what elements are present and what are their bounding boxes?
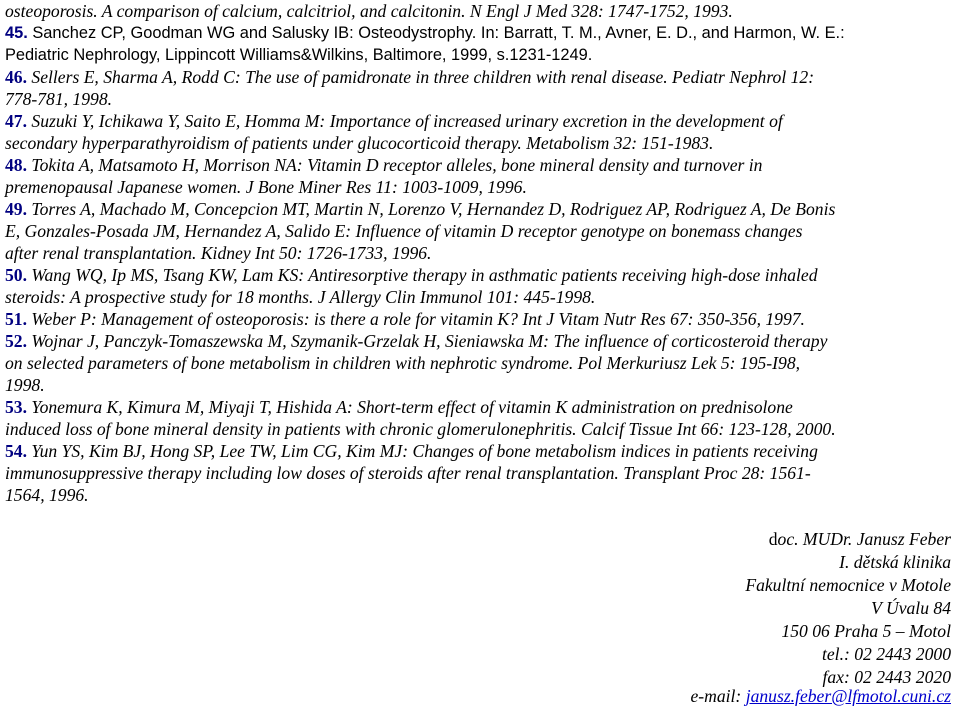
- author-city: 150 06 Praha 5 – Motol: [781, 621, 951, 641]
- author-name: doc. MUDr. Janusz Feber: [768, 529, 951, 549]
- reference-51-line-1: 51. Weber P: Management of osteoporosis: is there a role for vitamin K? Int J Vitam Nutr Res 67: 350-356, 1997.: [5, 309, 805, 329]
- reference-number: 51.: [5, 309, 27, 329]
- reference-52-line-1: 52. Wojnar J, Panczyk-Tomaszewska M, Szymanik-Grzelak H, Sieniawska M: The influence of corticosteroid therapy: [5, 331, 828, 351]
- reference-46-line-1: 46. Sellers E, Sharma A, Rodd C: The use of pamidronate in three children with renal disease. Pediatr Nephrol 12:: [5, 67, 815, 87]
- reference-number: 47.: [5, 111, 27, 131]
- reference-number: 52.: [5, 331, 27, 351]
- reference-54-line-3: 1564, 1996.: [5, 485, 89, 505]
- reference-number: 49.: [5, 199, 27, 219]
- author-hospital: Fakultní nemocnice v Motole: [745, 575, 951, 595]
- reference-number: 54.: [5, 441, 27, 461]
- reference-number: 46.: [5, 67, 27, 87]
- author-email: e-mail: janusz.feber@lfmotol.cuni.cz: [690, 686, 951, 706]
- author-clinic: I. dětská klinika: [839, 552, 951, 572]
- reference-49-line-3: after renal transplantation. Kidney Int 50: 1726-1733, 1996.: [5, 243, 432, 263]
- author-tel: tel.: 02 2443 2000: [821, 644, 951, 664]
- reference-53-line-2: induced loss of bone mineral density in patients with chronic glomerulonephritis. Calcif Tissue Int 66: 123-128, 2000.: [5, 419, 836, 439]
- reference-number: 45.: [5, 24, 28, 42]
- reference-53-line-1: 53. Yonemura K, Kimura M, Miyaji T, Hishida A: Short-term effect of vitamin K administration on prednisolone: [5, 397, 793, 417]
- reference-50-line-1: 50. Wang WQ, Ip MS, Tsang KW, Lam KS: Antiresorptive therapy in asthmatic patients receiving high-dose inhaled: [5, 265, 818, 285]
- email-link[interactable]: janusz.feber@lfmotol.cuni.cz: [745, 686, 951, 706]
- reference-54-line-2: immunosuppressive therapy including low doses of steroids after renal transplantation. Transplant Proc 28: 1561-: [5, 463, 811, 483]
- reference-47-line-2: secondary hyperparathyroidism of patients under glucocorticoid therapy. Metabolism 32: 151-1983.: [5, 133, 714, 153]
- reference-49-line-2: E, Gonzales-Posada JM, Hernandez A, Salido E: Influence of vitamin D receptor genotype on bonemass changes: [5, 221, 803, 241]
- author-street: V Úvalu 84: [871, 598, 951, 618]
- reference-number: 48.: [5, 155, 27, 175]
- reference-46-line-2: 778-781, 1998.: [5, 89, 113, 109]
- reference-47-line-1: 47. Suzuki Y, Ichikawa Y, Saito E, Homma M: Importance of increased urinary excretion in the development of: [5, 111, 783, 131]
- reference-44-tail: osteoporosis. A comparison of calcium, calcitriol, and calcitonin. N Engl J Med 328: 1747-1752, 1993.: [5, 1, 733, 21]
- reference-49-line-1: 49. Torres A, Machado M, Concepcion MT, Martin N, Lorenzo V, Hernandez D, Rodriguez AP, Rodriguez A, De Bonis: [5, 199, 836, 219]
- reference-52-line-3: 1998.: [5, 375, 45, 395]
- reference-number: 53.: [5, 397, 27, 417]
- reference-50-line-2: steroids: A prospective study for 18 months. J Allergy Clin Immunol 101: 445-1998.: [5, 287, 596, 307]
- reference-54-line-1: 54. Yun YS, Kim BJ, Hong SP, Lee TW, Lim CG, Kim MJ: Changes of bone metabolism indices in patients receiving: [5, 441, 818, 461]
- reference-48-line-2: premenopausal Japanese women. J Bone Miner Res 11: 1003-1009, 1996.: [5, 177, 527, 197]
- reference-45-line-1: 45. Sanchez CP, Goodman WG and Salusky IB: Osteodystrophy. In: Barratt, T. M., Avner, E. D., and Harmon, W. E.:: [5, 24, 845, 42]
- reference-48-line-1: 48. Tokita A, Matsamoto H, Morrison NA: Vitamin D receptor alleles, bone mineral density and turnover in: [5, 155, 763, 175]
- reference-number: 50.: [5, 265, 27, 285]
- author-fax: fax: 02 2443 2020: [822, 667, 951, 687]
- reference-52-line-2: on selected parameters of bone metabolism in children with nephrotic syndrome. Pol Merkuriusz Lek 5: 195-I98,: [5, 353, 801, 373]
- author-name-prefix: d: [768, 529, 778, 549]
- reference-45-line-2: Pediatric Nephrology, Lippincott Williams&Wilkins, Baltimore, 1999, s.1231-1249.: [5, 46, 593, 64]
